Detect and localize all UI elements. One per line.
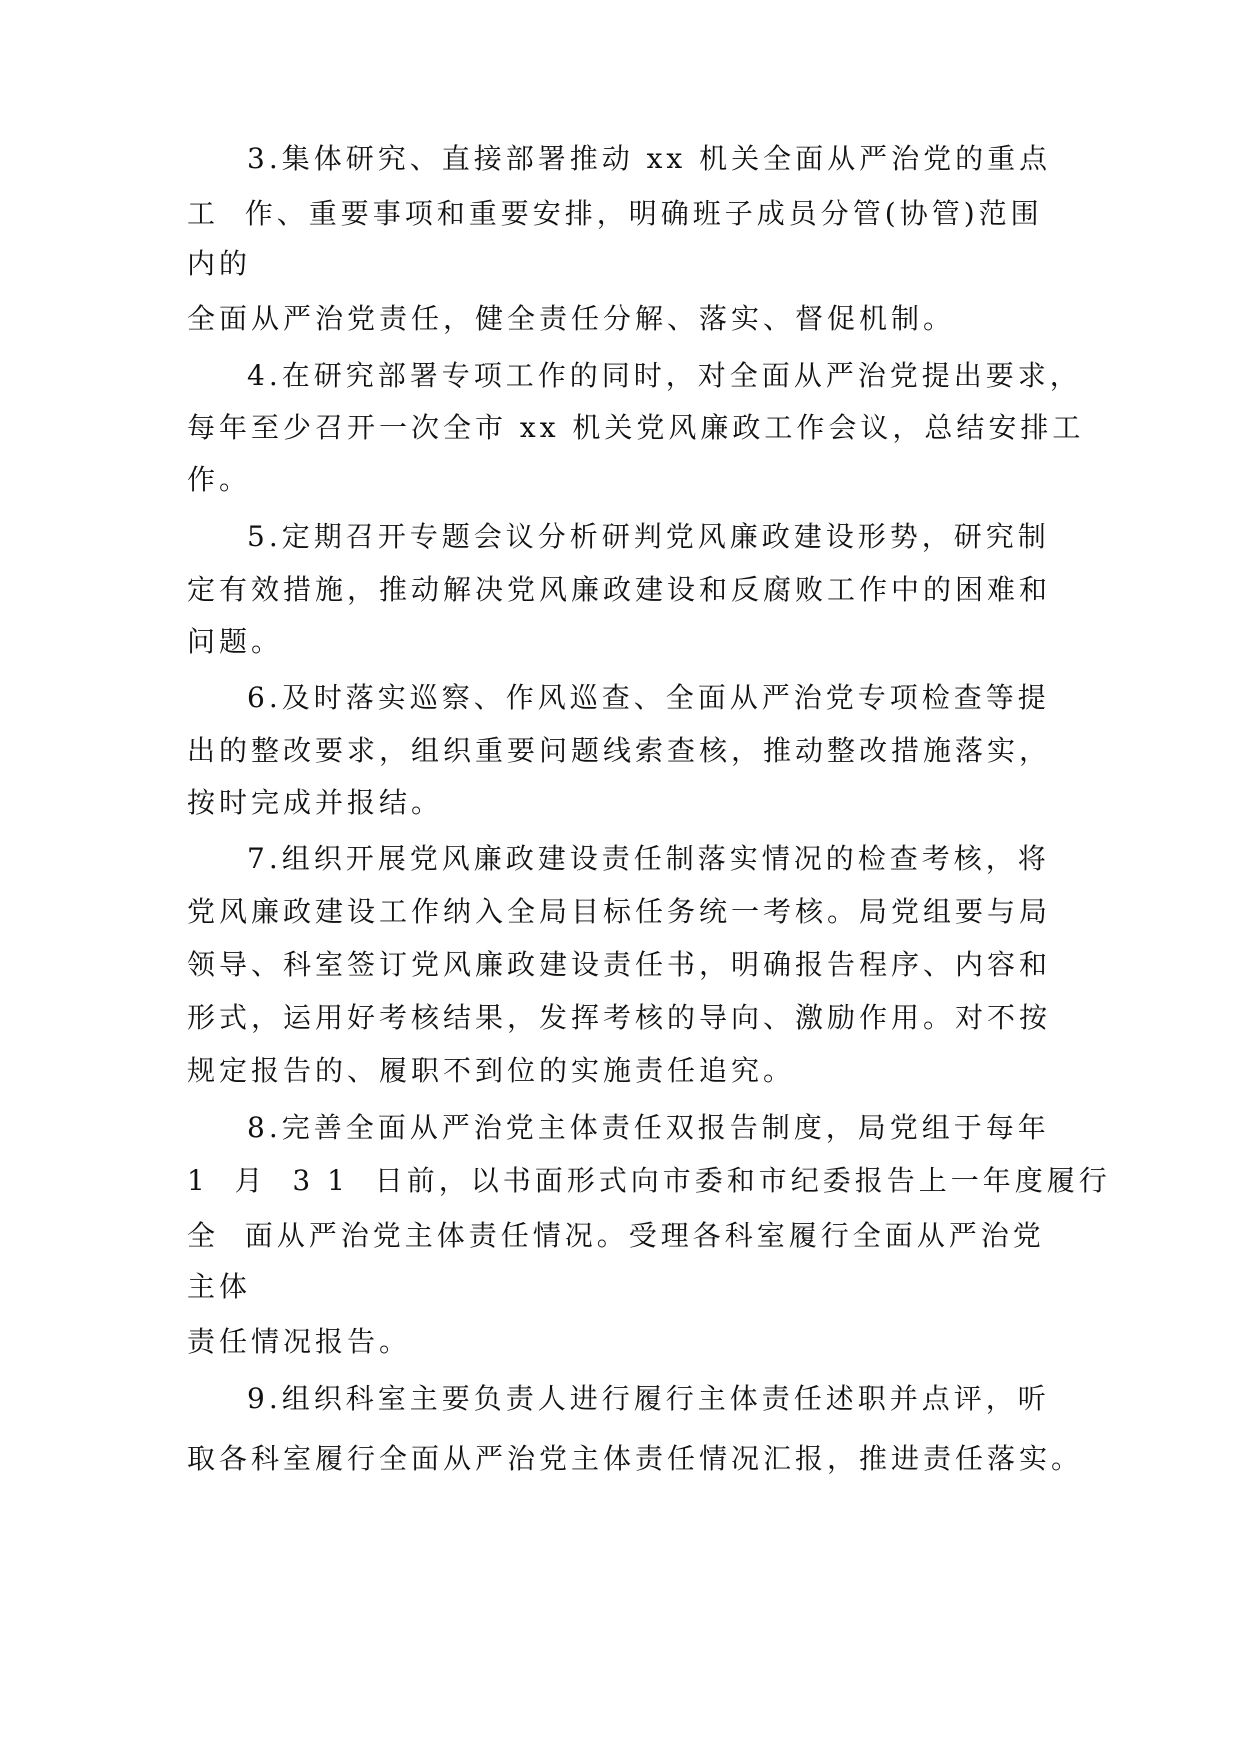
paragraph-3-line-4: 全面从严治党责任，健全责任分解、落实、督促机制。 [187, 302, 956, 335]
paragraph-5-line-3: 问题。 [187, 625, 284, 658]
paragraph-7-line-4: 形式，运用好考核结果，发挥考核的导向、激励作用。对不按 [187, 1001, 1052, 1034]
paragraph-4-line-3: 作。 [187, 463, 252, 496]
paragraph-4-line-1: 4.在研究部署专项工作的同时，对全面从严治党提出要求， [247, 359, 1082, 392]
paragraph-7-line-2: 党风廉政建设工作纳入全局目标任务统一考核。局党组要与局 [187, 895, 1052, 928]
paragraph-9-line-1: 9.组织科室主要负责人进行履行主体责任述职并点评，听 [247, 1382, 1050, 1415]
paragraph-3-line-1: 3.集体研究、直接部署推动 xx 机关全面从严治党的重点 [247, 142, 1052, 175]
paragraph-5-line-2: 定有效措施，推动解决党风廉政建设和反腐败工作中的困难和 [187, 573, 1052, 606]
paragraph-7-line-1: 7.组织开展党风廉政建设责任制落实情况的检查考核，将 [247, 842, 1050, 875]
paragraph-8-line-2: 1 月 3 1 日前，以书面形式向市委和市纪委报告上一年度履行 [187, 1164, 1111, 1197]
paragraph-3-line-2: 工 作、重要事项和重要安排，明确班子成员分管(协管)范围 [187, 197, 1043, 230]
paragraph-8-line-3: 全 面从严治党主体责任情况。受理各科室履行全面从严治党 [187, 1219, 1045, 1252]
paragraph-8-line-1: 8.完善全面从严治党主体责任双报告制度，局党组于每年 [247, 1111, 1050, 1144]
paragraph-6-line-3: 按时完成并报结。 [187, 786, 444, 819]
paragraph-6-line-1: 6.及时落实巡察、作风巡查、全面从严治党专项检查等提 [247, 681, 1050, 714]
paragraph-8-line-5: 责任情况报告。 [187, 1325, 412, 1358]
paragraph-8-line-4: 主体 [187, 1270, 252, 1303]
paragraph-4-line-2: 每年至少召开一次全市 xx 机关党风廉政工作会议，总结安排工 [187, 411, 1085, 444]
paragraph-7-line-3: 领导、科室签订党风廉政建设责任书，明确报告程序、内容和 [187, 948, 1052, 981]
paragraph-3-line-3: 内的 [187, 247, 252, 280]
paragraph-6-line-2: 出的整改要求，组织重要问题线索查核，推动整改措施落实， [187, 734, 1052, 767]
paragraph-5-line-1: 5.定期召开专题会议分析研判党风廉政建设形势，研究制 [247, 520, 1050, 553]
paragraph-7-line-5: 规定报告的、履职不到位的实施责任追究。 [187, 1054, 796, 1087]
paragraph-9-line-2: 取各科室履行全面从严治党主体责任情况汇报，推进责任落实。 [187, 1442, 1084, 1475]
